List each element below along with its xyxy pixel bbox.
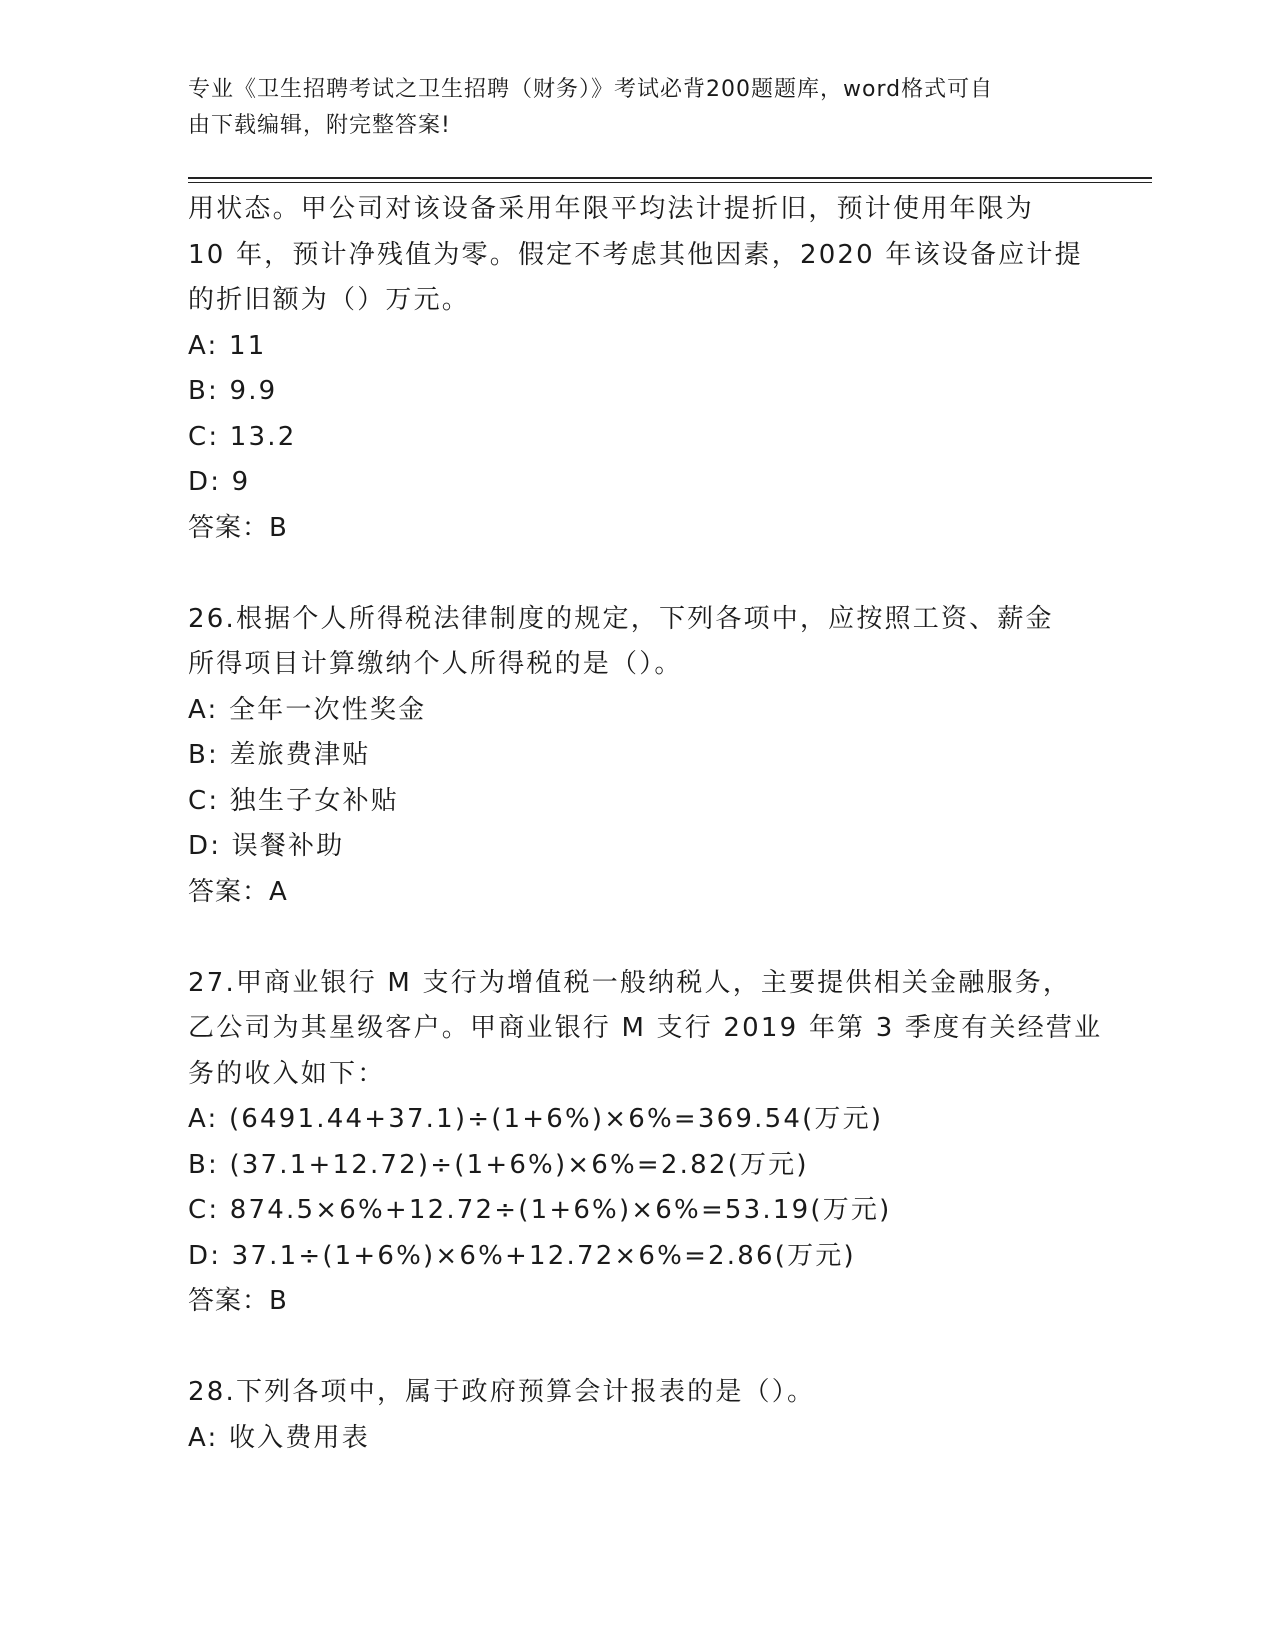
question-text-line: 10 年，预计净残值为零。假定不考虑其他因素，2020 年该设备应计提: [188, 239, 1083, 270]
header-title-line-1: 专业《卫生招聘考试之卫生招聘（财务）》考试必背200题题库，word格式可自: [188, 77, 994, 102]
option-a: A: 11: [188, 330, 267, 361]
header-divider-thin: [188, 182, 1152, 183]
question-28: [188, 1370, 1088, 1461]
option-d: D: 误餐补助: [188, 831, 345, 861]
spacer: [188, 915, 1088, 961]
page-header: [188, 72, 1068, 144]
question-list: [188, 187, 1103, 1461]
option-a: A: 全年一次性奖金: [188, 694, 427, 725]
question-text-line: 的折旧额为（）万元。: [188, 285, 471, 315]
header-divider-thick: [188, 177, 1152, 179]
option-d: D: 9: [188, 467, 251, 497]
option-a: A: (6491.44+37.1)÷(1+6%)×6%=369.54(万元): [188, 1104, 884, 1134]
spacer: [188, 1325, 1088, 1371]
question-text-line: 乙公司为其星级客户。甲商业银行 M 支行 2019 年第 3 季度有关经营业: [188, 1013, 1103, 1043]
option-b: B: 9.9: [188, 376, 278, 406]
question-27: [188, 961, 1103, 1325]
option-d: D: 37.1÷(1+6%)×6%+12.72×6%=2.86(万元): [188, 1240, 856, 1271]
option-b: B: 差旅费津贴: [188, 740, 371, 770]
answer-line: 答案：B: [188, 512, 288, 543]
option-c: C: 13.2: [188, 421, 297, 452]
question-text-line: 务的收入如下：: [188, 1058, 386, 1089]
option-b: B: (37.1+12.72)÷(1+6%)×6%=2.82(万元): [188, 1149, 809, 1180]
header-title-line-2: 由下载编辑，附完整答案!: [188, 113, 451, 138]
question-text-line: 26.根据个人所得税法律制度的规定，下列各项中，应按照工资、薪金: [188, 603, 1054, 634]
option-a: A: 收入费用表: [188, 1422, 370, 1453]
answer-line: 答案：A: [188, 876, 288, 907]
question-text-line: 用状态。甲公司对该设备采用年限平均法计提折旧，预计使用年限为: [188, 194, 1035, 224]
answer-line: 答案：B: [188, 1286, 288, 1316]
option-c: C: 独生子女补贴: [188, 785, 399, 816]
question-text-line: 28.下列各项中，属于政府预算会计报表的是（）。: [188, 1377, 816, 1407]
question-text-line: 所得项目计算缴纳个人所得税的是（）。: [188, 649, 683, 679]
question-25: [188, 187, 1088, 551]
question-26: [188, 597, 1088, 916]
question-text-line: 27.甲商业银行 M 支行为增值税一般纳税人，主要提供相关金融服务，: [188, 967, 1072, 998]
spacer: [188, 551, 1088, 597]
option-c: C: 874.5×6%+12.72÷(1+6%)×6%=53.19(万元): [188, 1195, 892, 1225]
